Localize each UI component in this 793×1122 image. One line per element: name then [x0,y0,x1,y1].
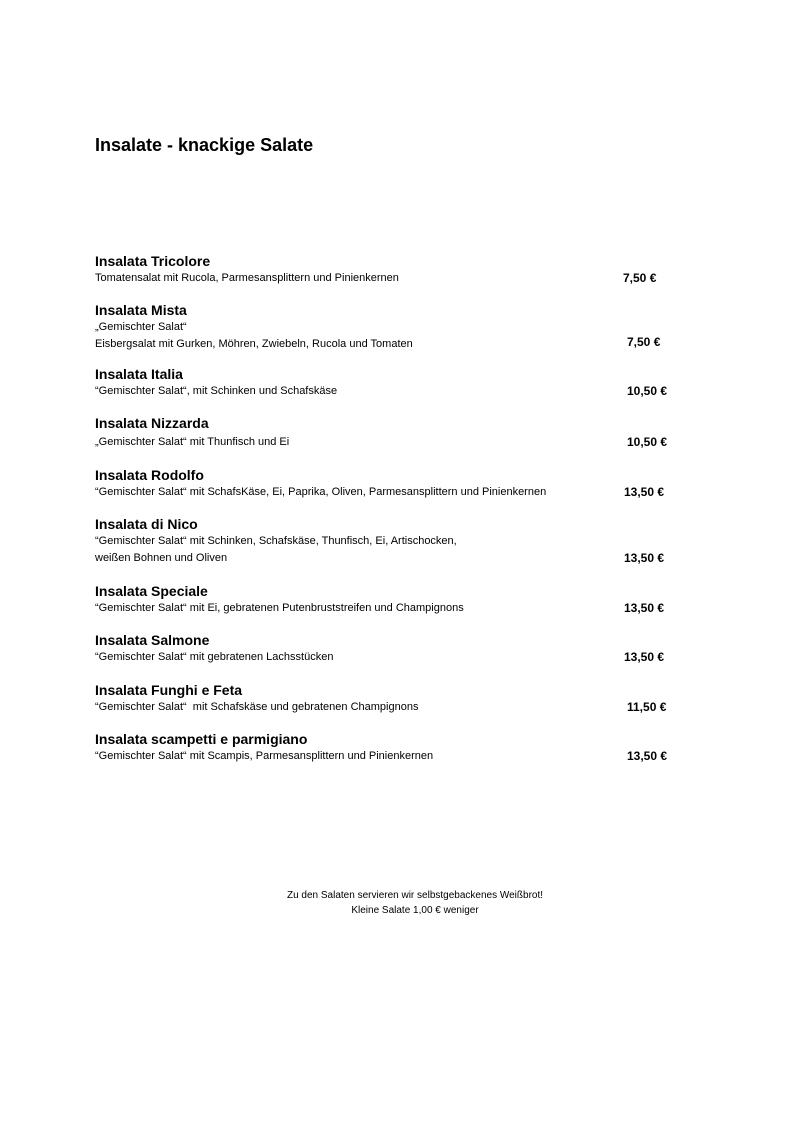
item-description: “Gemischter Salat“ mit Schinken, Schafskäse, Thunfisch, Ei, Artischocken, [95,535,457,547]
item-price: 13,50 € [627,749,668,763]
item-description: “Gemischter Salat“ mit SchafsKäse, Ei, Paprika, Oliven, Parmesansplittern und Pinienkernen [95,486,547,498]
item-name: Insalata Nizzarda [95,415,209,431]
item-description: „Gemischter Salat“ mit Thunfisch und Ei [95,436,290,448]
menu-item-rodolfo [95,467,695,501]
item-price: 10,50 € [627,384,668,398]
item-description: “Gemischter Salat“ mit Schafskäse und gebratenen Champignons [95,701,419,713]
item-price: 13,50 € [624,601,665,615]
item-price: 13,50 € [624,485,665,499]
item-description: “Gemischter Salat“ mit gebratenen Lachsstücken [95,651,334,663]
item-price: 13,50 € [624,551,665,565]
item-name: Insalata Rodolfo [95,467,204,483]
menu-item-tricolore [95,253,695,287]
item-name: Insalata di Nico [95,516,198,532]
menu-item-italia [95,366,695,400]
item-name: Insalata Funghi e Feta [95,682,243,698]
menu-item-mista [95,302,695,353]
item-description: Eisbergsalat mit Gurken, Möhren, Zwiebeln, Rucola und Tomaten [95,338,413,350]
item-name: Insalata Tricolore [95,253,211,269]
item-description: “Gemischter Salat“ mit Ei, gebratenen Putenbruststreifen und Champignons [95,602,464,614]
item-description: „Gemischter Salat“ [95,321,187,333]
menu-item-speciale [95,583,695,617]
item-description: “Gemischter Salat“ mit Scampis, Parmesansplittern und Pinienkernen [95,750,434,762]
item-price: 13,50 € [624,650,665,664]
footer-small-salad-note: Kleine Salate 1,00 € weniger [351,905,479,916]
menu-item-salmone [95,632,695,666]
menu-item-nizzarda [95,415,695,451]
footer-bread-note: Zu den Salaten servieren wir selbstgebackenes Weißbrot! [286,890,544,901]
item-price: 10,50 € [627,435,668,449]
item-description: weißen Bohnen und Oliven [95,552,228,564]
item-description: “Gemischter Salat“, mit Schinken und Schafskäse [95,385,338,397]
footer-note [0,888,793,918]
menu-item-funghi-feta [95,682,695,716]
menu-item-di-nico [95,516,695,567]
item-price: 7,50 € [623,271,657,285]
item-price: 7,50 € [627,335,661,349]
item-price: 11,50 € [627,700,667,714]
item-name: Insalata Salmone [95,632,210,648]
item-name: Insalata Speciale [95,583,208,599]
item-name: Insalata scampetti e parmigiano [95,731,308,747]
item-description: Tomatensalat mit Rucola, Parmesansplittern und Pinienkernen [95,272,399,284]
item-name: Insalata Italia [95,366,183,382]
menu-item-scampetti-parmigiano [95,731,695,765]
item-name: Insalata Mista [95,302,187,318]
page-title: Insalate - knackige Salate [95,135,314,155]
